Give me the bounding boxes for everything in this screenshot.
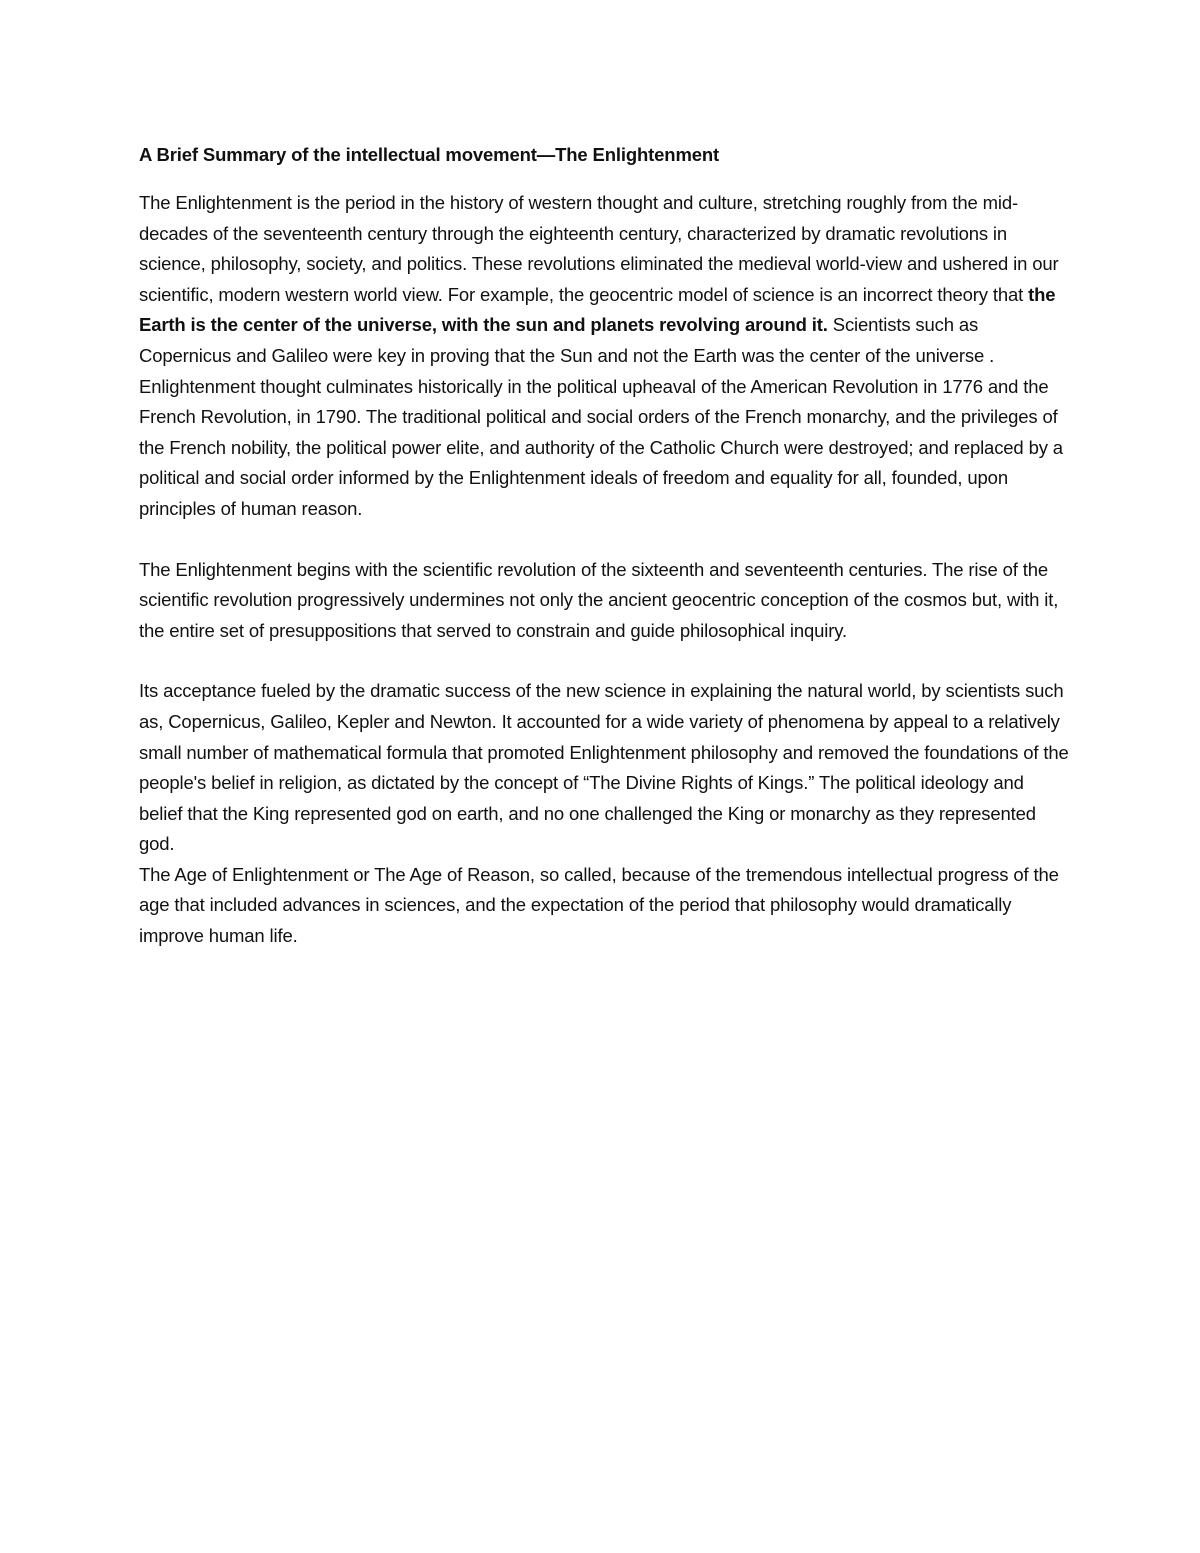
paragraph-3: Its acceptance fueled by the dramatic success of the new science in explaining the natural world, by scientists such as, Copernicus, Galileo, Kepler and Newton. It accounted for a wide variety of phenomena by appeal to a relatively small number of mathematical formula that promoted Enlightenment philosophy and removed the foundations of the people's belief in religion, as dictated by the concept of “The Divine Rights of Kings.” The political ideology and belief that the King represented god on earth, and no one challenged the King or monarchy as they represented god.	[139, 680, 1069, 855]
document-body	[139, 140, 1069, 952]
paragraph-4: The Age of Enlightenment or The Age of Reason, so called, because of the tremendous intellectual progress of the age that included advances in sciences, and the expectation of the period that philosophy would dramatically improve human life.	[139, 863, 1059, 947]
paragraph-1-bold-text: the Earth is the center of the universe, with the sun and planets revolving around it.	[139, 283, 1056, 336]
paragraph-1	[139, 188, 1069, 525]
document-title: A Brief Summary of the intellectual movement—The Enlightenment	[139, 144, 720, 165]
paragraph-1-text-end: Scientists such as Copernicus and Galileo were key in proving that the Sun and not the Earth was the center of the universe . Enlightenment thought culminates historically in the political upheaval of the American Revolution in 1776 and the French Revolution, in 1790. The traditional political and social orders of the French monarchy, and the privileges of the French nobility, the political power elite, and authority of the Catholic Church were destroyed; and replaced by a political and social order informed by the Enlightenment ideals of freedom and equality for all, founded, upon principles of human reason.	[139, 314, 1063, 519]
paragraph-1-text-start: The Enlightenment is the period in the history of western thought and culture, stretching roughly from the mid-decades of the seventeenth century through the eighteenth century, characterized by dramatic revolutions in science, philosophy, society, and politics. These revolutions eliminated the medieval world-view and ushered in our scientific, modern western world view. For example, the geocentric model of science is an incorrect theory that	[139, 192, 1059, 305]
paragraph-2: The Enlightenment begins with the scientific revolution of the sixteenth and seventeenth centuries. The rise of the scientific revolution progressively undermines not only the ancient geocentric conception of the cosmos but, with it, the entire set of presuppositions that served to constrain and guide philosophical inquiry.	[139, 558, 1059, 641]
